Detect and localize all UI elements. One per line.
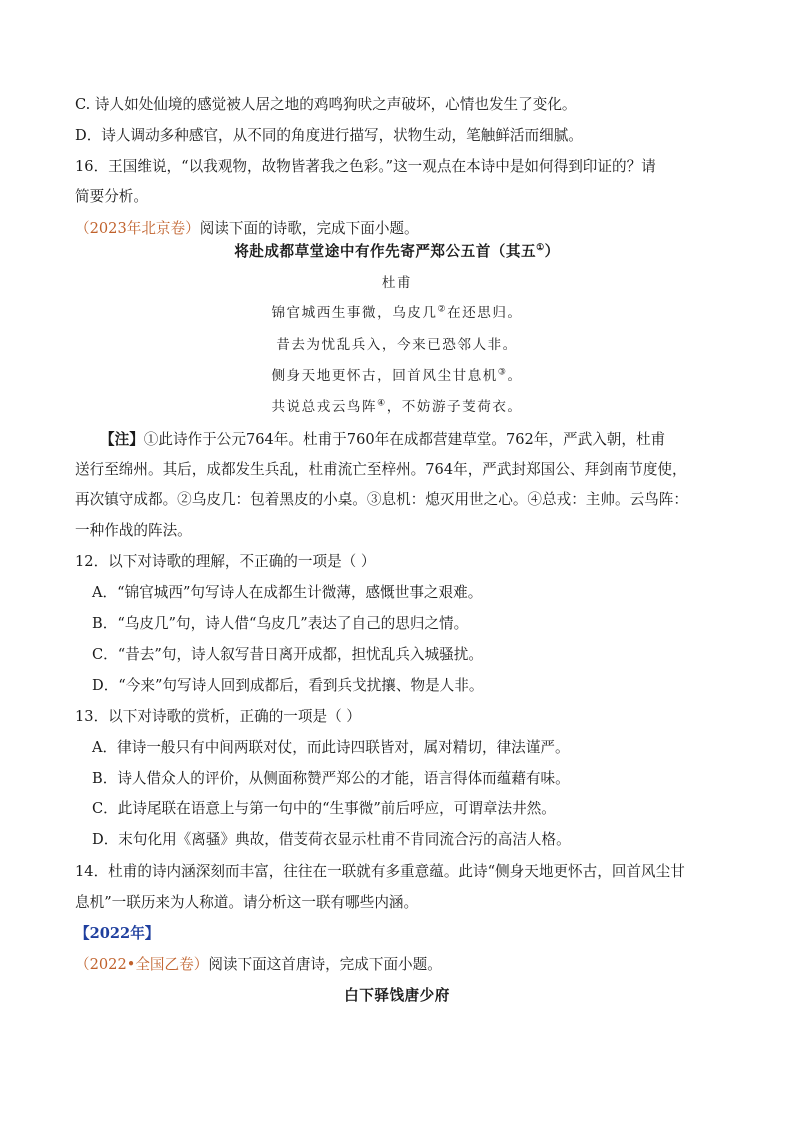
poem-title-2023 [0,242,794,262]
footnote-mark: ① [536,243,545,254]
poem-line-text: 共说总戎云鸟阵 [271,399,378,415]
q14-line-2: 息机”一联历来为人称道。请分析这一联有哪些内涵。 [75,894,419,911]
q12-option-b: B．“乌皮几”句，诗人借“乌皮几”表达了自己的思归之情。 [92,615,469,632]
q12-stem: 12．以下对诗歌的理解，不正确的一项是（ ） [75,553,376,570]
poem-line-text: 侧身天地更怀古，回首风尘甘息机 [271,368,498,384]
footnote-mark: ④ [377,398,387,409]
q13-option-c: C．此诗尾联在语意上与第一句中的“生事微”前后呼应，可谓章法井然。 [92,800,556,817]
q13-stem: 13．以下对诗歌的赏析，正确的一项是（ ） [75,708,361,725]
q16-line-2: 简要分析。 [75,188,148,205]
q15-option-c: C. 诗人如处仙境的感觉被人居之地的鸡鸣狗吠之声破坏，心情也发生了变化。 [75,96,577,113]
poem-author: 杜甫 [381,275,413,291]
poem-line-text: 锦官城西生事微，乌皮几 [271,305,438,321]
note-label: 【注】 [100,431,144,448]
note-line-2: 送行至绵州。其后，成都发生兵乱，杜甫流亡至梓州。764年，严武封郑国公、拜剑南节度使， [75,461,687,478]
q13-option-a: A．律诗一般只有中间两联对仗，而此诗四联皆对，属对精切，律法谨严。 [92,739,570,756]
note-text: ①此诗作于公元764年。杜甫于760年在成都营建草堂。762年，严武入朝，杜甫 [143,431,666,448]
section-2023-intro [75,219,734,239]
poem-line-text: 昔去为忧乱兵入，今来已恐邻人非。 [276,337,518,353]
q12-option-a: A．“锦官城西”句写诗人在成都生计微薄，感慨世事之艰难。 [92,584,483,601]
poem-title-close: ） [544,243,560,260]
poem-title-2022: 白下驿饯唐少府 [344,987,450,1004]
note-line-1 [100,430,734,450]
poem-line-4 [0,397,794,417]
footnote-mark: ③ [497,367,508,378]
section-2022-intro [75,955,734,975]
poem-line-3 [0,366,794,386]
q16-line-1: 16．王国维说，“以我观物，故物皆著我之色彩。”这一观点在本诗中是如何得到印证的？请 [75,158,656,175]
q15-option-d: D．诗人调动多种感官，从不同的角度进行描写，状物生动，笔触鲜活而细腻。 [75,127,583,144]
poem-title-text: 将赴成都草堂途中有作先寄严郑公五首（其五 [234,243,537,260]
poem-line-1 [0,303,794,323]
poem-line-2 [0,335,794,355]
note-line-3: 再次镇守成都。②乌皮几：包着黑皮的小桌。③息机：熄灭用世之心。④总戎：主帅。云鸟阵： [75,491,688,508]
q13-option-b: B．诗人借众人的评价，从侧面称赞严郑公的才能，语言得体而蕴藉有味。 [92,770,570,787]
year-heading-2022: 【2022年】 [75,925,160,942]
q12-option-c: C．“昔去”句，诗人叙写昔日离开成都，担忧乱兵入城骚扰。 [92,646,483,663]
q14-line-1: 14．杜甫的诗内涵深刻而丰富，往往在一联就有多重意蕴。此诗“侧身天地更怀古，回首风尘甘 [75,863,685,880]
source-label-2022: （2022•全国乙卷） [75,956,209,973]
source-label-2023: （2023年北京卷） [75,220,200,237]
poem-line-text: 。 [507,368,523,384]
instruction-2022: 阅读下面这首唐诗，完成下面小题。 [208,956,442,973]
poem-line-text: 在还思归。 [447,305,523,321]
note-line-4: 一种作战的阵法。 [75,522,192,539]
q13-option-d: D．末句化用《离骚》典故，借芰荷衣显示杜甫不肯同流合污的高洁人格。 [92,831,571,848]
footnote-mark: ② [437,304,448,315]
instruction-2023: 阅读下面的诗歌，完成下面小题。 [199,220,419,237]
q12-option-d: D．“今来”句写诗人回到成都后，看到兵戈扰攘、物是人非。 [92,677,484,694]
poem-line-text: ，不妨游子芰荷衣。 [386,399,523,415]
